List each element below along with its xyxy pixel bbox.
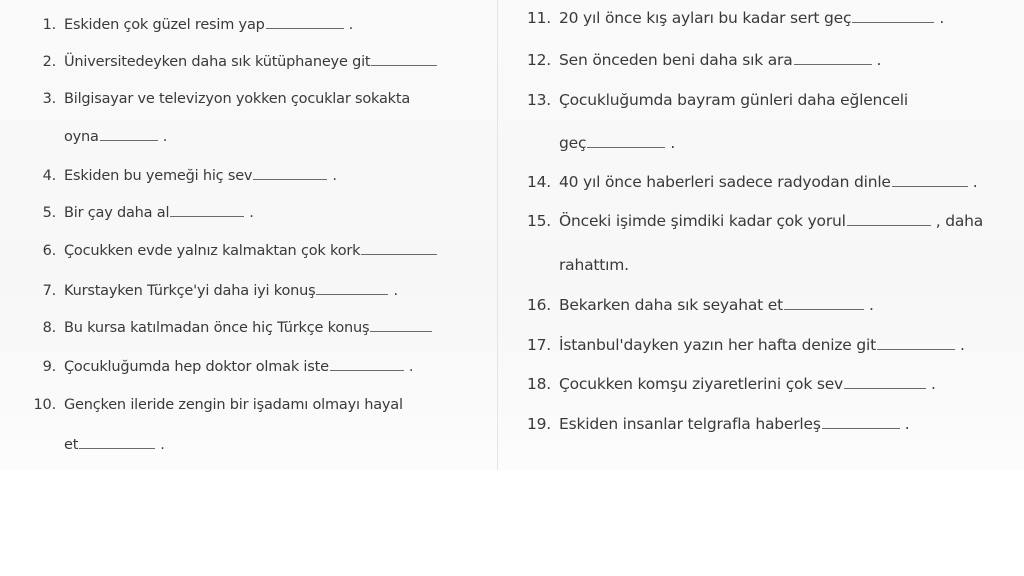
answer-blank[interactable] (877, 335, 955, 350)
item-end-punctuation: . (972, 173, 978, 191)
item-text: Bekarken daha sık seyahat et (559, 296, 783, 314)
item-number: 3. (42, 91, 56, 107)
item-end-punctuation: . (931, 375, 936, 393)
item-number: 4. (42, 168, 56, 184)
item-text: Çocukluğumda bayram günleri daha eğlenceli (559, 91, 909, 109)
item-end-punctuation: . (160, 437, 165, 453)
item-text: Çocukken evde yalnız kalmaktan çok kork (64, 243, 361, 259)
exercise-item-1 (30, 14, 353, 35)
answer-blank[interactable] (822, 414, 900, 429)
item-number: 19. (526, 415, 551, 433)
exercise-item-10 (30, 395, 403, 415)
exercise-item-18 (525, 374, 936, 394)
item-text: İstanbul'dayken yazın her hafta denize git (559, 336, 876, 354)
item-text: 20 yıl önce kış ayları bu kadar sert geç (559, 9, 852, 27)
exercise-item-3-continuation (30, 126, 167, 147)
answer-blank[interactable] (370, 317, 432, 332)
item-number: 10. (33, 397, 56, 413)
answer-blank[interactable] (266, 14, 344, 29)
item-number: 11. (526, 9, 551, 27)
item-number: 9. (42, 359, 56, 375)
item-continuation-text: oyna (64, 129, 99, 145)
exercise-item-11 (525, 8, 944, 28)
item-suffix-text: , daha (935, 212, 984, 230)
item-continuation-text: geç (559, 134, 587, 152)
exercise-item-13 (525, 90, 908, 110)
answer-blank[interactable] (79, 434, 155, 449)
answer-blank[interactable] (892, 172, 968, 187)
item-end-punctuation: . (670, 134, 676, 152)
item-number: 5. (42, 205, 56, 221)
answer-blank[interactable] (361, 240, 437, 255)
item-end-punctuation: . (959, 336, 965, 354)
item-number: 17. (526, 336, 551, 354)
item-end-punctuation: . (348, 17, 354, 33)
exercise-item-2 (30, 51, 437, 72)
item-text: Eskiden insanlar telgrafla haberleş (559, 415, 821, 433)
exercise-item-19 (525, 414, 909, 434)
exercise-item-3 (30, 89, 410, 109)
answer-blank[interactable] (847, 211, 931, 226)
item-number: 7. (42, 283, 56, 299)
item-text: Çocukken komşu ziyaretlerini çok sev (559, 375, 844, 393)
answer-blank[interactable] (844, 374, 926, 389)
answer-blank[interactable] (100, 126, 158, 141)
exercise-item-17 (525, 335, 965, 355)
item-end-punctuation: . (868, 296, 874, 314)
answer-blank[interactable] (253, 165, 327, 180)
item-number: 16. (526, 296, 551, 314)
answer-blank[interactable] (852, 8, 934, 23)
item-number: 1. (42, 17, 56, 33)
item-text: Eskiden çok güzel resim yap (64, 17, 265, 33)
item-text: Çocukluğumda hep doktor olmak iste (64, 359, 329, 375)
item-text: Eskiden bu yemeği hiç sev (64, 168, 253, 184)
exercise-item-8 (30, 317, 432, 338)
item-number: 2. (42, 54, 56, 70)
item-number: 18. (526, 375, 551, 393)
item-number: 13. (526, 91, 551, 109)
item-end-punctuation: . (162, 129, 168, 145)
answer-blank[interactable] (371, 51, 437, 66)
item-end-punctuation: . (249, 205, 254, 221)
item-text: Bir çay daha al (64, 205, 170, 221)
column-divider (497, 0, 498, 470)
item-continuation-text: et (64, 437, 79, 453)
answer-blank[interactable] (794, 50, 872, 65)
answer-blank[interactable] (784, 295, 864, 310)
exercise-item-5 (30, 202, 254, 223)
item-text: 40 yıl önce haberleri sadece radyodan dinle (559, 173, 891, 191)
answer-blank[interactable] (316, 280, 388, 295)
answer-blank[interactable] (170, 202, 244, 217)
item-end-punctuation: . (939, 9, 945, 27)
exercise-item-12 (525, 50, 881, 70)
exercise-item-16 (525, 295, 874, 315)
answer-blank[interactable] (330, 356, 404, 371)
item-text: Önceki işimde şimdiki kadar çok yorul (559, 212, 846, 230)
exercise-item-6 (30, 240, 437, 261)
item-number: 15. (526, 212, 551, 230)
item-end-punctuation: . (904, 415, 910, 433)
item-end-punctuation: . (876, 51, 882, 69)
exercise-item-7 (30, 280, 398, 301)
exercise-item-9 (30, 356, 413, 377)
item-end-punctuation: . (393, 283, 398, 299)
answer-blank[interactable] (587, 133, 665, 148)
exercise-item-15 (525, 211, 983, 231)
exercise-item-4 (30, 165, 337, 186)
exercise-item-14 (525, 172, 978, 192)
item-text: Bu kursa katılmadan önce hiç Türkçe konuş (64, 320, 370, 336)
item-continuation-text: rahattım. (559, 256, 629, 274)
exercise-item-15-continuation (525, 255, 629, 275)
item-end-punctuation: . (332, 168, 337, 184)
item-number: 12. (526, 51, 551, 69)
exercise-item-13-continuation (525, 133, 675, 153)
item-text: Gençken ileride zengin bir işadamı olmayı hayal (64, 397, 403, 413)
item-end-punctuation: . (408, 359, 414, 375)
item-text: Üniversitedeyken daha sık kütüphaneye git (64, 54, 371, 70)
item-number: 8. (42, 320, 56, 336)
item-text: Bilgisayar ve televizyon yokken çocuklar sokakta (64, 91, 411, 107)
item-number: 14. (526, 173, 551, 191)
exercise-item-10-continuation (30, 434, 165, 455)
item-text: Kurstayken Türkçe'yi daha iyi konuş (64, 283, 316, 299)
item-text: Sen önceden beni daha sık ara (559, 51, 793, 69)
item-number: 6. (42, 243, 56, 259)
